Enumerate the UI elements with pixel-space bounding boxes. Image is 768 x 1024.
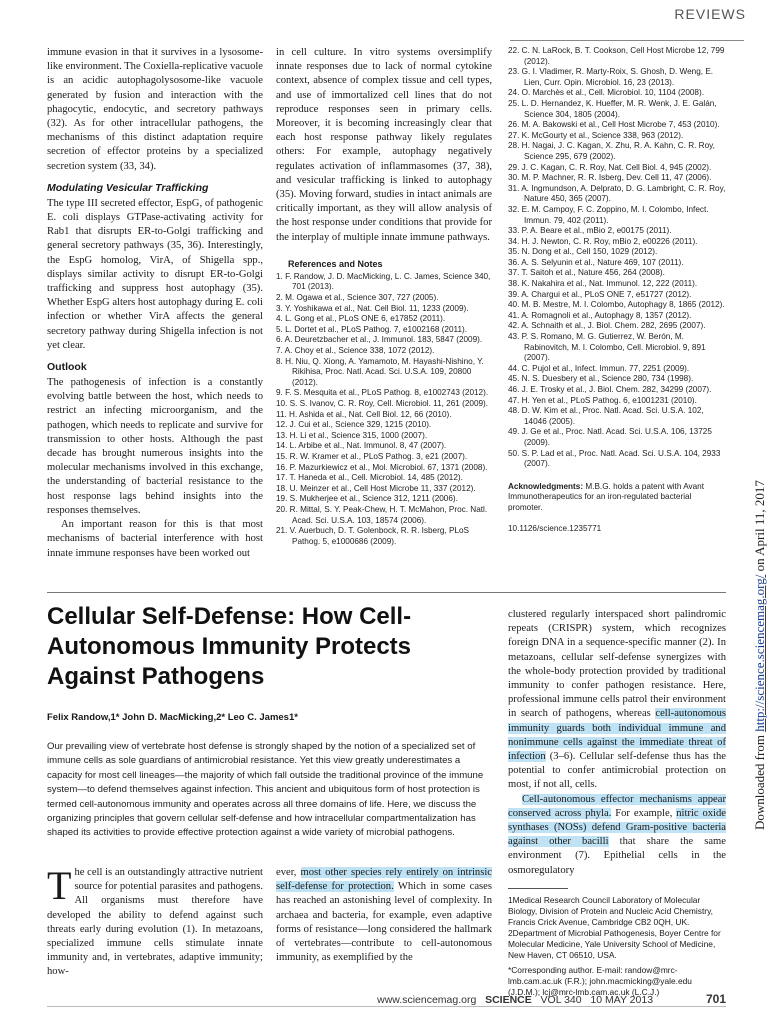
references-heading: References and Notes xyxy=(288,258,383,269)
reference-item: 17. T. Haneda et al., Cell. Microbiol. 14, 485 (2012). xyxy=(276,473,463,483)
footer-journal: SCIENCE xyxy=(485,994,532,1006)
dropcap: T xyxy=(47,863,72,908)
top-column-3 xyxy=(508,46,726,534)
reference-item: 26. M. A. Bakowski et al., Cell Host Microbe 7, 453 (2010). xyxy=(508,120,720,130)
reference-item: 2. M. Ogawa et al., Science 307, 727 (2005). xyxy=(276,293,439,303)
species-post: Which in some cases has reached an astonishing level of complexity. In archaea and bacteria, for example, even adaptive forms of resistance—long considered the hallmark of vertebrates—contribute to cell-autonomous immunity, as exemplified by the xyxy=(276,881,492,964)
reference-item: 21. V. Auerbuch, D. T. Golenbock, R. R. Isberg, PLoS Pathog. 5, e1000686 (2009). xyxy=(276,526,469,546)
species-paragraph xyxy=(276,866,492,965)
reference-item: 29. J. C. Kagan, C. R. Roy, Nat. Cell Biol. 4, 945 (2002). xyxy=(508,162,712,172)
effector-paragraph xyxy=(508,793,726,878)
crispr-pre: clustered regularly interspaced short palindromic repeats (CRISPR) system, which recognizes foreign DNA in a sequence-specific manner (2). In metazoans, cellular self-defense synergizes with the whole-body protection provided by traditional immunity to confer pathogen resistance. Here, professional immune cells patrol their environment in search of pathogens, whereas xyxy=(508,609,726,720)
reference-item: 46. J. E. Trosky et al., J. Biol. Chem. 282, 34299 (2007). xyxy=(508,385,712,394)
references-list-2 xyxy=(508,46,726,470)
reference-item: 7. A. Choy et al., Science 338, 1072 (2012). xyxy=(276,346,435,355)
effector-mid: For example, xyxy=(611,807,677,819)
reference-item: 49. J. Ge et al., Proc. Natl. Acad. Sci. U.S.A. 106, 13725 (2009). xyxy=(508,427,712,447)
footer-volume: VOL 340 xyxy=(540,994,582,1006)
reference-item: 12. J. Cui et al., Science 329, 1215 (2010). xyxy=(276,420,432,430)
reference-item: 24. O. Marchès et al., Cell. Microbiol. 10, 1104 (2008). xyxy=(508,88,704,98)
article-abstract: Our prevailing view of vertebrate host defense is strongly shaped by the notion of a specialized set of immune cells as sole guardians of antimicrobial resistance. Yet this view greatly underestimates a capacity for most cell lineages—the majority of which fall outside the traditional province of the immune system—to defend themselves against infection. This ancient and ubiquitous form of host protection is termed cell-autonomous immunity and operates across all three domains of life. Here, we discuss the organizing principles that govern cellular self-defense and how intracellular compartmentalization has shaped its activities to provide effective protection against a wide variety of microbial pathogens. xyxy=(47,741,484,839)
header-rule xyxy=(510,40,744,41)
download-sidebar xyxy=(752,480,768,830)
reference-item: 22. C. N. LaRock, B. T. Cookson, Cell Host Microbe 12, 799 (2012). xyxy=(508,46,725,66)
highlight-conserved-phyla[interactable]: Cell-autonomous effector mechanisms appear conserved across phyla. xyxy=(508,793,726,819)
reference-item: 33. P. A. Beare et al., mBio 2, e00175 (2011). xyxy=(508,226,672,236)
top-column-2 xyxy=(276,46,492,547)
acknowledgments-label: Acknowledgments: xyxy=(508,481,584,491)
espg-paragraph: The type III secreted effector, EspG, of pathogenic E. coli displays GTPase-activating activity for Rab1 that disrupts ER-to-Golgi trafficking and general secretory pathways (35, 36). Interestingly, the EspG homolog, VirA, of Shigella spp., displays similar activity to disrupt ER-to-Golgi trafficking and suppress host autophagy (35). Whether EspG alters host autophagy during E. coli infection or whether VirA affects the general secretory pathway during Shigella infection is not yet clear. xyxy=(47,197,263,351)
section-heading-outlook: Outlook xyxy=(47,361,87,374)
reference-item: 10. S. S. Ivanov, C. R. Roy, Cell. Microbiol. 11, 261 (2009). xyxy=(276,398,489,408)
reference-item: 34. H. J. Newton, C. R. Roy, mBio 2, e00226 (2011). xyxy=(508,236,698,246)
reference-item: 27. K. McGourty et al., Science 338, 963 (2012). xyxy=(508,130,684,140)
reference-item: 25. L. D. Hernandez, K. Hueffer, M. R. Wenk, J. E. Galán, Science 304, 1805 (2004). xyxy=(508,98,717,119)
reference-item: 16. P. Mazurkiewicz et al., Mol. Microbiol. 67, 1371 (2008). xyxy=(276,462,488,472)
reference-item: 28. H. Nagai, J. C. Kagan, X. Zhu, R. A. Kahn, C. R. Roy, Science 295, 679 (2002). xyxy=(508,141,715,161)
article-authors: Felix Randow,1* John D. MacMicking,2* Leo C. James1* xyxy=(47,712,298,723)
highlight-intrinsic-self-defense[interactable]: most other species rely entirely on intrinsic self-defense for protection. xyxy=(276,867,492,893)
reference-item: 20. R. Mittal, S. Y. Peak-Chew, H. T. McMahon, Proc. Natl. Acad. Sci. U.S.A. 103, 18574 (2006). xyxy=(276,504,488,525)
species-pre: ever, xyxy=(276,867,301,878)
reference-item: 31. A. Ingmundson, A. Delprato, D. G. Lambright, C. R. Roy, Nature 450, 365 (2007). xyxy=(508,183,726,204)
section-divider xyxy=(47,592,726,593)
highlight-cell-autonomous-immunity[interactable]: cell-autonomous immunity guards both individual immune and nonimmune cells against the immediate threat of infection xyxy=(508,708,726,763)
reference-item: 19. S. Mukherjee et al., Science 312, 1211 (2006). xyxy=(276,494,458,504)
reference-item: 23. G. I. Vladimer, R. Marty-Roix, S. Ghosh, D. Weng, E. Lien, Curr. Opin. Microbiol. 16, 23 (2013). xyxy=(508,67,714,87)
reference-item: 38. K. Nakahira et al., Nat. Immunol. 12, 222 (2011). xyxy=(508,279,698,289)
crispr-mid: (3–6). Cellular self-defense thus has the potential to confer antimicrobial protection on most, if not all, cells. xyxy=(508,751,726,791)
acknowledgments-text: M.B.G. holds a patent with Avant Immunotherapeutics for an iron-regulated bacterial promoter. xyxy=(508,481,704,512)
download-prefix: Downloaded from xyxy=(752,731,767,830)
reference-item: 50. S. P. Lad et al., Proc. Natl. Acad. Sci. U.S.A. 104, 2933 (2007). xyxy=(508,448,721,469)
download-suffix: on April 11, 2017 xyxy=(752,480,767,575)
footer xyxy=(200,992,726,1006)
download-link[interactable]: http://science.sciencemag.org/ xyxy=(752,574,767,732)
doi: 10.1126/science.1235771 xyxy=(508,523,602,533)
reference-item: 37. T. Saitoh et al., Nature 456, 264 (2008). xyxy=(508,268,665,278)
important-reason-paragraph: An important reason for this is that most mechanisms of bacterial interference with host innate immune responses have been worked out xyxy=(47,519,263,559)
affiliations: 1Medical Research Council Laboratory of Molecular Biology, Division of Protein and Nucleic Acid Chemistry, Francis Crick Avenue, Cambridge CB2 0QH, UK. 2Department of Microbial Pathogenesis, Boyer Centre for Molecular Medicine, Yale University School of Medicine, New Haven, CT 06510, USA. xyxy=(508,894,721,960)
reference-item: 3. Y. Yoshikawa et al., Nat. Cell Biol. 11, 1233 (2009). xyxy=(276,303,469,313)
reference-item: 42. A. Schnaith et al., J. Biol. Chem. 282, 2695 (2007). xyxy=(508,321,706,331)
reference-item: 40. M. B. Mestre, M. I. Colombo, Autophagy 8, 1865 (2012). xyxy=(508,300,725,310)
reference-item: 13. H. Li et al., Science 315, 1000 (2007). xyxy=(276,430,428,440)
footer-page-number: 701 xyxy=(705,992,726,1006)
corresponding-author: *Corresponding author. E-mail: randow@mrc-lmb.cam.ac.uk (F.R.); john.macmicking@yale.edu (J.D.M.); lcj@mrc-lmb.cam.ac.uk (L.C.J.) xyxy=(508,964,692,997)
article-column-2 xyxy=(276,866,492,965)
footer-date: 10 MAY 2013 xyxy=(590,994,654,1006)
reference-item: 14. L. Arbibe et al., Nat. Immunol. 8, 47 (2007). xyxy=(276,441,447,451)
footer-rule xyxy=(47,1006,726,1007)
coxiella-paragraph: immune evasion in that it survives in a lysosome-like environment. The Coxiella-replicative vacuole is an acidic autophagolysosome-like vacuole generated by fusion and interaction with the phagocytic, endocytic, and secretory pathways (32). As for other intracellular pathogens, the mechanisms of this distinct adaptation require secretion of effector proteins by a specialized secretion system (33, 34). xyxy=(47,47,264,172)
cell-culture-paragraph: in cell culture. In vitro systems oversimplify innate responses due to lack of normal cytokine context, absence of complex tissue and cell types, and use of immortalized cell lines that do not reproduce responses seen in primary cells. Moreover, it is becoming increasingly clear that each host response pathway likely regulates others: For example, autophagy negatively regulates activation of inflammasomes (37, 38), and vesicular trafficking is linked to autophagy (35). Moving forward, studies in intact animals are critically important, as they will allow analysis of the host response under conditions that provide for the interplay of multiple innate immune pathways. xyxy=(276,47,492,243)
reference-item: 9. F. S. Mesquita et al., PLoS Pathog. 8, e1002743 (2012). xyxy=(276,388,489,398)
reference-item: 1. F. Randow, J. D. MacMicking, L. C. James, Science 340, 701 (2013). xyxy=(276,271,491,292)
top-column-1 xyxy=(47,46,263,561)
acknowledgments xyxy=(508,482,726,514)
article-column-1 xyxy=(47,863,263,980)
outlook-paragraph: The pathogenesis of infection is a constantly evolving battle between the host, which needs to restrict an infecting microorganism, and the pathogen, which needs to replicate and survive for transmission to other hosts. Although the past decade has brought numerous insights into the molecular mechanisms involved in this exchange, the understanding of bacterial resistance to the host response lags behind insights into the responses themselves. xyxy=(47,377,263,516)
article-column-3 xyxy=(508,608,726,998)
reference-item: 47. H. Yen et al., PLoS Pathog. 6, e1001231 (2010). xyxy=(508,395,697,405)
section-heading-vesicular: Modulating Vesicular Trafficking xyxy=(47,181,209,194)
reference-item: 43. P. S. Romano, M. G. Gutierrez, W. Berón, M. Rabinovitch, M. I. Colombo, Cell. Microbiol. 9, 891 (2007). xyxy=(508,332,706,363)
effector-post: that share the same environment (7). Epithelial cells in the osmoregulatory xyxy=(508,836,726,876)
reference-item: 5. L. Dortet et al., PLoS Pathog. 7, e1002168 (2011). xyxy=(276,324,468,334)
article-title: Cellular Self-Defense: How Cell-Autonomous Immunity Protects Against Pathogens xyxy=(47,603,412,690)
crispr-paragraph xyxy=(508,608,726,793)
reference-item: 11. H. Ashida et al., Nat. Cell Biol. 12, 66 (2010). xyxy=(276,409,452,419)
highlight-nos[interactable]: nitric oxide synthases (NOSs) defend Gram-positive bacteria against other bacilli xyxy=(508,807,726,848)
footer-url: www.sciencemag.org xyxy=(377,994,477,1006)
reference-item: 15. R. W. Kramer et al., PLoS Pathog. 3, e21 (2007). xyxy=(276,451,468,461)
intro-text: he cell is an outstandingly attractive nutrient source for potential parasites and pathogens. All organisms must therefore have developed the ability to defend against such threats early during evolution (1). In metazoans, specialized immune cells stimulate innate immunity and, in vertebrates, adaptive immunity; how- xyxy=(47,867,263,978)
reference-item: 48. D. W. Kim et al., Proc. Natl. Acad. Sci. U.S.A. 102, 14046 (2005). xyxy=(508,406,704,426)
reference-item: 35. N. Dong et al., Cell 150, 1029 (2012). xyxy=(508,247,658,257)
reference-item: 41. A. Romagnoli et al., Autophagy 8, 1357 (2012). xyxy=(508,310,692,320)
reference-item: 30. M. P. Machner, R. R. Isberg, Dev. Cell 11, 47 (2006). xyxy=(508,173,712,183)
reference-item: 44. C. Pujol et al., Infect. Immun. 77, 2251 (2009). xyxy=(508,363,690,373)
references-list-1 xyxy=(276,272,492,547)
reference-item: 6. A. Deuretzbacher et al., J. Immunol. 183, 5847 (2009). xyxy=(276,335,483,345)
reference-item: 32. E. M. Campoy, F. C. Zoppino, M. I. Colombo, Infect. Immun. 79, 402 (2011). xyxy=(508,204,709,225)
intro-paragraph xyxy=(47,863,263,980)
reference-item: 45. N. S. Duesbery et al., Science 280, 734 (1998). xyxy=(508,374,694,384)
section-label: REVIEWS xyxy=(674,6,746,22)
reference-item: 39. A. Chargui et al., PLoS ONE 7, e51727 (2012). xyxy=(508,289,692,299)
reference-item: 8. H. Niu, Q. Xiong, A. Yamamoto, M. Hayashi-Nishino, Y. Rikihisa, Proc. Natl. Acad. Sci. U.S.A. 109, 20800 (2012). xyxy=(276,356,484,387)
footnote-rule xyxy=(508,888,568,889)
reference-item: 18. U. Meinzer et al., Cell Host Microbe 11, 337 (2012). xyxy=(276,483,476,493)
reference-item: 36. A. S. Selyunin et al., Nature 469, 107 (2011). xyxy=(508,257,684,267)
reference-item: 4. L. Gong et al., PLoS ONE 6, e17852 (2011). xyxy=(276,314,446,324)
